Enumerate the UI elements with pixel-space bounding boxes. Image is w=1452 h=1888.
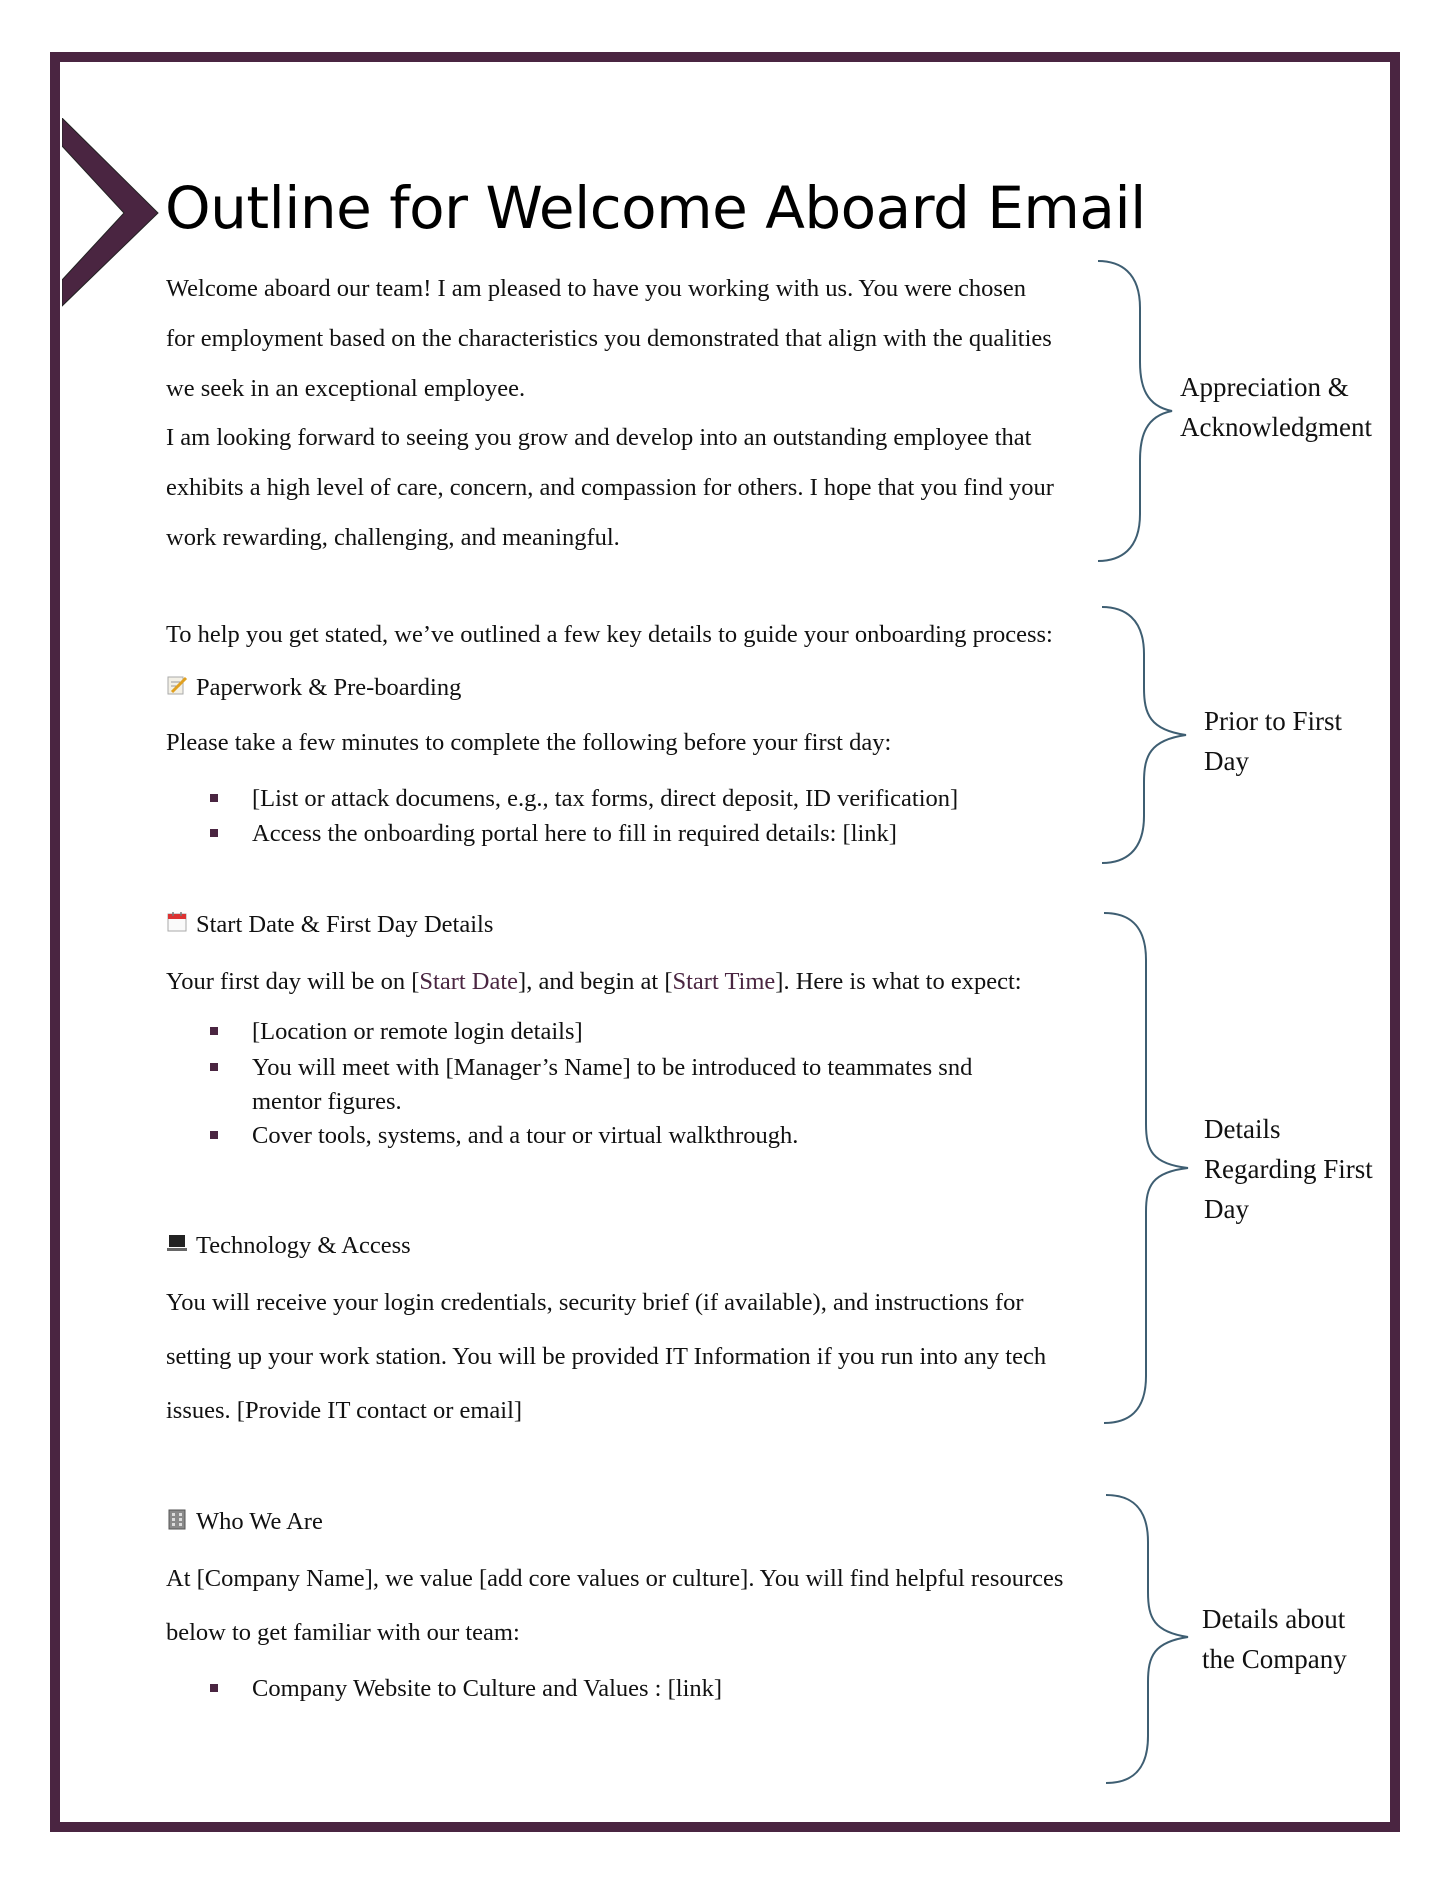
intro-line: Welcome aboard our team! I am pleased to have you working with us. You were chosen — [166, 275, 1027, 302]
technology-line: setting up your work station. You will be provided IT Information if you run into any tech — [166, 1343, 1047, 1370]
company-heading-text: Who We Are — [196, 1508, 323, 1535]
technology-line: You will receive your login credentials, security brief (if available), and instructions for — [166, 1289, 1024, 1316]
list-item: Cover tools, systems, and a tour or virtual walkthrough. — [252, 1122, 799, 1149]
intro-line: we seek in an exceptional employee. — [166, 375, 526, 402]
bullet-marker — [210, 1684, 218, 1692]
paperwork-heading — [166, 671, 461, 705]
intro-line: for employment based on the characteristics you demonstrated that align with the qualities — [166, 325, 1052, 352]
paperwork-text: Please take a few minutes to complete the following before your first day: — [166, 729, 892, 756]
chevron-decoration — [62, 118, 162, 308]
intro-line: work rewarding, challenging, and meaningful. — [166, 524, 620, 551]
company-line: below to get familiar with our team: — [166, 1619, 520, 1646]
appreciation-label: Appreciation & Acknowledgment — [1180, 372, 1372, 442]
list-item-continuation: mentor figures. — [252, 1088, 402, 1115]
first-day-heading-text: Start Date & First Day Details — [196, 911, 494, 938]
list-item: You will meet with [Manager’s Name] to be introduced to teammates snd — [252, 1054, 973, 1081]
bullet-marker — [210, 1131, 218, 1139]
paperwork-heading-text: Paperwork & Pre-boarding — [196, 674, 462, 701]
first-day-text: Your first day will be on [Start Date], and begin at [Start Time]. Here is what to expect: — [166, 968, 1022, 995]
first-day-heading — [166, 908, 493, 942]
list-item: [Location or remote login details] — [252, 1018, 583, 1045]
bullet-marker — [210, 794, 218, 802]
list-item: Company Website to Culture and Values : [link] — [252, 1675, 723, 1702]
bullet-marker — [210, 1027, 218, 1035]
technology-heading-text: Technology & Access — [196, 1232, 411, 1259]
bullet-marker — [210, 1063, 218, 1071]
company-label: Details about the Company — [1202, 1604, 1347, 1674]
brace-company — [1098, 1492, 1198, 1786]
bullet-marker — [210, 829, 218, 837]
laptop-icon — [166, 1232, 188, 1254]
first-day-label: Details Regarding First Day — [1204, 1114, 1373, 1224]
intro-line: I am looking forward to seeing you grow and develop into an outstanding employee that — [166, 424, 1032, 451]
brace-prior — [1094, 604, 1194, 866]
office-building-icon — [166, 1508, 188, 1530]
company-line: At [Company Name], we value [add core values or culture]. You will find helpful resources — [166, 1565, 1064, 1592]
onboarding-lead: To help you get stated, we’ve outlined a few key details to guide your onboarding process: — [166, 621, 1053, 648]
intro-line: exhibits a high level of care, concern, and compassion for others. I hope that you find your — [166, 474, 1054, 501]
list-item: Access the onboarding portal here to fill in required details: [link] — [252, 820, 897, 847]
technology-heading — [166, 1229, 411, 1263]
brace-appreciation — [1090, 258, 1190, 564]
technology-line: issues. [Provide IT contact or email] — [166, 1397, 523, 1424]
page-title: Outline for Welcome Aboard Email — [165, 174, 1146, 242]
start-time-placeholder: Start Time — [672, 968, 776, 995]
brace-first-day — [1096, 910, 1196, 1426]
calendar-icon — [166, 911, 188, 933]
company-heading — [166, 1505, 323, 1539]
memo-icon — [166, 674, 188, 696]
start-date-placeholder: Start Date — [419, 968, 519, 995]
list-item: [List or attack documens, e.g., tax forms, direct deposit, ID verification] — [252, 785, 959, 812]
prior-label: Prior to First Day — [1204, 706, 1343, 776]
